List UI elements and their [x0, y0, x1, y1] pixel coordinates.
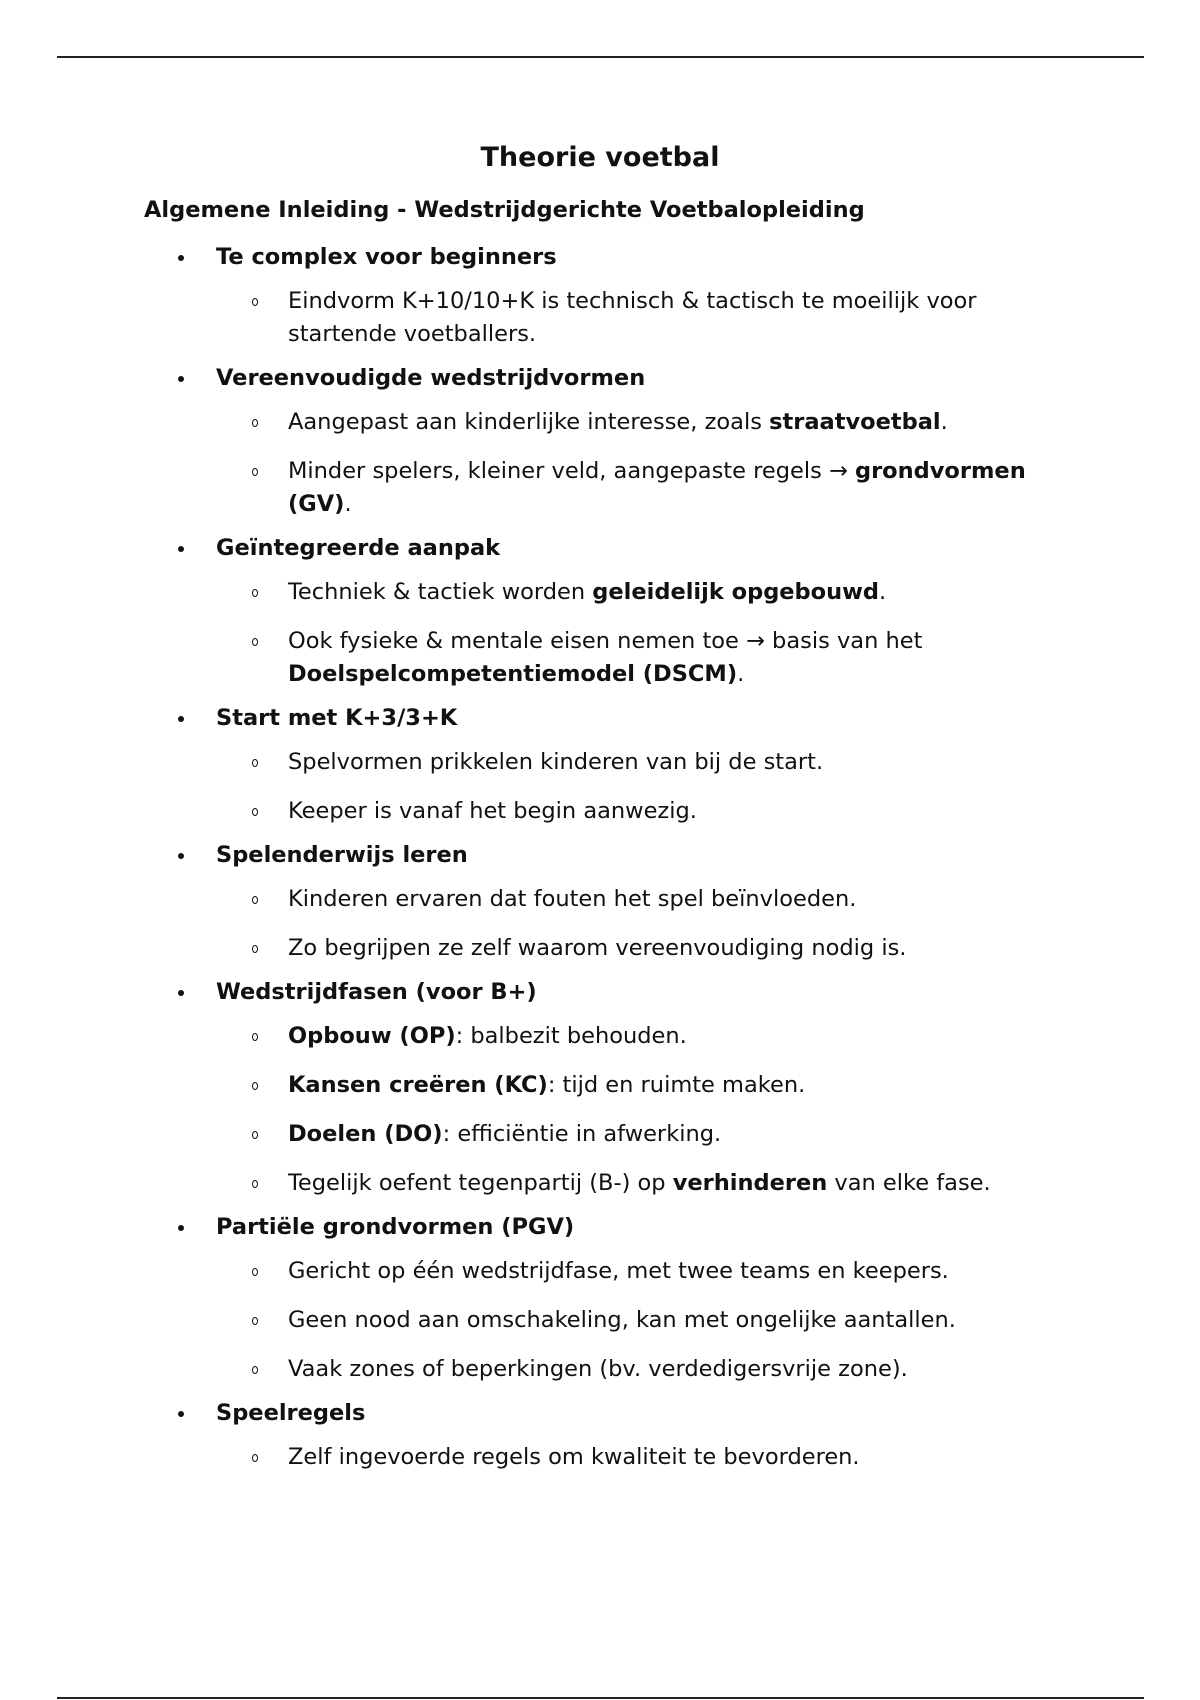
emphasis-text: Doelen (DO) [288, 1121, 443, 1147]
bullet-icon [178, 990, 184, 996]
item-text: Zelf ingevoerde regels om kwaliteit te bevorderen. [288, 1444, 860, 1470]
sub-bullet-icon [252, 638, 258, 646]
sub-bullet-icon [252, 1268, 258, 1276]
list-item [0, 795, 1048, 828]
emphasis-text: Doelspelcompetentiemodel (DSCM) [288, 661, 738, 687]
sub-bullet-icon [252, 1082, 258, 1090]
item-text: Minder spelers, kleiner veld, aangepaste regels → [288, 458, 855, 484]
item-text: Spelvormen prikkelen kinderen van bij de start. [288, 749, 824, 775]
sub-bullet-icon [252, 759, 258, 767]
section-heading-text: Geïntegreerde aanpak [216, 535, 501, 561]
item-text: : tijd en ruimte maken. [547, 1072, 806, 1098]
bullet-icon [178, 255, 184, 261]
section [0, 532, 1200, 691]
sub-bullet-icon [252, 1366, 258, 1374]
list-item [0, 1304, 1048, 1337]
list-item [0, 1020, 1048, 1053]
item-text: Tegelijk oefent tegenpartij (B-) op [288, 1170, 673, 1196]
section-heading [0, 532, 1200, 564]
list-item [0, 746, 1048, 779]
sub-bullet-icon [252, 1317, 258, 1325]
bullet-icon [178, 716, 184, 722]
emphasis-text: Opbouw (OP) [288, 1023, 456, 1049]
item-text: van elke fase. [827, 1170, 991, 1196]
item-text: . [940, 409, 948, 435]
sub-bullet-icon [252, 1180, 258, 1188]
item-text: : efficiëntie in afwerking. [442, 1121, 722, 1147]
item-text: Kinderen ervaren dat fouten het spel beïnvloeden. [288, 886, 857, 912]
list-item [0, 285, 1048, 351]
item-text: Ook fysieke & mentale eisen nemen toe → basis van het [288, 628, 923, 654]
bullet-icon [178, 376, 184, 382]
bullet-icon [178, 546, 184, 552]
sub-bullet-icon [252, 896, 258, 904]
section [0, 362, 1200, 521]
emphasis-text: Kansen creëren (KC) [288, 1072, 548, 1098]
section-heading-text: Te complex voor beginners [216, 244, 557, 270]
sub-bullet-icon [252, 808, 258, 816]
sub-bullet-icon [252, 419, 258, 427]
section [0, 1397, 1200, 1474]
bottom-rule [57, 1697, 1144, 1699]
section-heading-text: Start met K+3/3+K [216, 705, 458, 731]
item-text: Vaak zones of beperkingen (bv. verdedigersvrije zone). [288, 1356, 908, 1382]
item-text: . [879, 579, 887, 605]
list-item [0, 406, 1048, 439]
bullet-icon [178, 853, 184, 859]
emphasis-text: verhinderen [672, 1170, 828, 1196]
page-subtitle: Algemene Inleiding - Wedstrijdgerichte Voetbalopleiding [144, 197, 865, 223]
sub-bullet-icon [252, 1131, 258, 1139]
item-text: Geen nood aan omschakeling, kan met ongelijke aantallen. [288, 1307, 956, 1333]
section-heading [0, 1211, 1200, 1243]
list-item [0, 1069, 1048, 1102]
section [0, 976, 1200, 1200]
item-text: Eindvorm K+10/10+K is technisch & tactisch te moeilijk voor startende voetballers. [288, 288, 977, 347]
emphasis-text: straatvoetbal [769, 409, 941, 435]
item-text: . [737, 661, 745, 687]
bullet-icon [178, 1225, 184, 1231]
section [0, 241, 1200, 351]
sub-bullet-icon [252, 468, 258, 476]
item-text: Zo begrijpen ze zelf waarom vereenvoudiging nodig is. [288, 935, 907, 961]
list-item [0, 455, 1048, 521]
sub-bullet-icon [252, 1033, 258, 1041]
section-heading-text: Wedstrijdfasen (voor B+) [216, 979, 537, 1005]
sub-bullet-icon [252, 945, 258, 953]
section-list [0, 241, 1200, 1485]
section [0, 839, 1200, 965]
list-item [0, 1255, 1048, 1288]
emphasis-text: geleidelijk opgebouwd [592, 579, 880, 605]
list-item [0, 1118, 1048, 1151]
sub-bullet-icon [252, 298, 258, 306]
section-heading [0, 976, 1200, 1008]
list-item [0, 625, 1048, 691]
section-heading [0, 1397, 1200, 1429]
section-heading-text: Partiële grondvormen (PGV) [216, 1214, 575, 1240]
item-text: . [344, 491, 352, 517]
list-item [0, 1167, 1048, 1200]
page-title: Theorie voetbal [480, 142, 720, 173]
item-text: Aangepast aan kinderlijke interesse, zoals [288, 409, 770, 435]
section-heading [0, 839, 1200, 871]
section-heading-text: Vereenvoudigde wedstrijdvormen [216, 365, 646, 391]
section [0, 1211, 1200, 1386]
section-heading-text: Speelregels [216, 1400, 366, 1426]
item-text: Keeper is vanaf het begin aanwezig. [288, 798, 697, 824]
sub-bullet-icon [252, 1454, 258, 1462]
list-item [0, 883, 1048, 916]
section-heading [0, 241, 1200, 273]
section [0, 702, 1200, 828]
emphasis-text: grondvormen (GV) [288, 458, 1026, 517]
bullet-icon [178, 1411, 184, 1417]
list-item [0, 576, 1048, 609]
list-item [0, 1441, 1048, 1474]
top-rule [57, 56, 1144, 58]
item-text: Techniek & tactiek worden [288, 579, 593, 605]
item-text: : balbezit behouden. [455, 1023, 687, 1049]
section-heading-text: Spelenderwijs leren [216, 842, 468, 868]
section-heading [0, 702, 1200, 734]
list-item [0, 1353, 1048, 1386]
item-text: Gericht op één wedstrijdfase, met twee teams en keepers. [288, 1258, 949, 1284]
sub-bullet-icon [252, 589, 258, 597]
section-heading [0, 362, 1200, 394]
list-item [0, 932, 1048, 965]
